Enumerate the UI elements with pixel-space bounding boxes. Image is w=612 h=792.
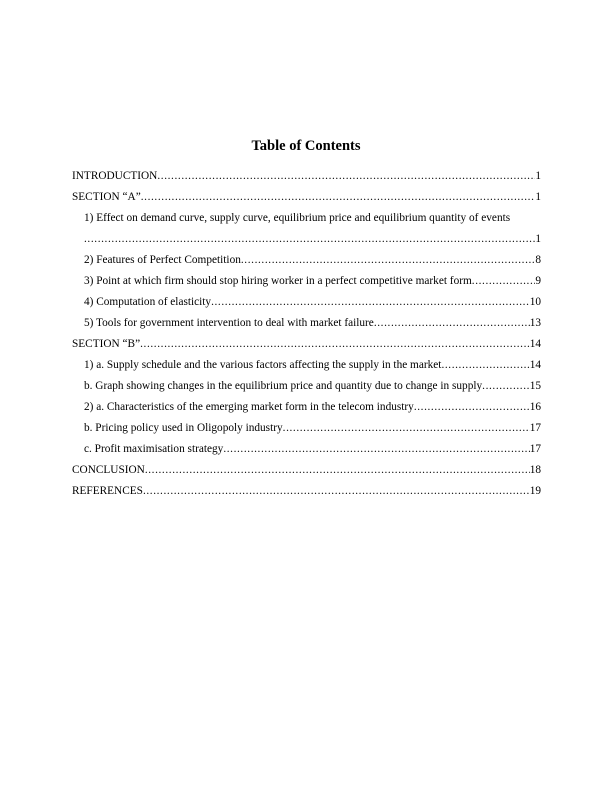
- toc-entry-section-a[interactable]: [72, 190, 541, 204]
- toc-entry-label: INTRODUCTION: [72, 170, 158, 182]
- toc-entry-page: 14: [529, 359, 541, 371]
- toc-entry-page: 10: [529, 296, 541, 308]
- toc-entry-equilibrium-graph[interactable]: [84, 379, 541, 393]
- toc-entry-label: CONCLUSION: [72, 464, 145, 476]
- toc-entry-stop-hiring[interactable]: [84, 274, 541, 288]
- dot-leader: [374, 316, 530, 330]
- dot-leader: [157, 169, 535, 183]
- dot-leader: [283, 421, 530, 435]
- toc-entry-label: REFERENCES: [72, 485, 143, 497]
- toc-entry-label: SECTION “A”: [72, 191, 141, 203]
- toc-entry-oligopoly-pricing[interactable]: [84, 421, 541, 435]
- toc-entry-page: 19: [529, 485, 541, 497]
- dot-leader: [441, 358, 529, 372]
- toc-entry-label: b. Pricing policy used in Oligopoly industry: [84, 422, 283, 434]
- toc-entry-page: 14: [529, 338, 541, 350]
- toc-entry-telecom-market[interactable]: [84, 400, 541, 414]
- toc-entry-page: 1: [535, 191, 541, 203]
- dot-leader: [143, 484, 530, 498]
- dot-leader: [472, 274, 536, 288]
- toc-entry-label: SECTION “B”: [72, 338, 141, 350]
- toc-entry-page: 17: [529, 443, 541, 455]
- toc-entry-elasticity[interactable]: [84, 295, 541, 309]
- toc-entry-page: 1: [535, 170, 541, 182]
- toc-entry-effect-on-demand-line1[interactable]: 1) Effect on demand curve, supply curve, equilibrium price and equilibrium quantity of events: [84, 212, 511, 224]
- toc-entry-label: 5) Tools for government intervention to deal with market failure: [84, 317, 374, 329]
- toc-entry-page: 18: [529, 464, 541, 476]
- toc-entry-perfect-competition[interactable]: [84, 253, 541, 267]
- dot-leader: [145, 463, 530, 477]
- toc-entry-references[interactable]: [72, 484, 541, 498]
- toc-entry-page: 9: [535, 275, 541, 287]
- toc-entry-label: b. Graph showing changes in the equilibrium price and quantity due to change in supply: [84, 380, 483, 392]
- toc-entry-label: 2) a. Characteristics of the emerging market form in the telecom industry: [84, 401, 414, 413]
- toc-entry-conclusion[interactable]: [72, 463, 541, 477]
- dot-leader: [482, 379, 530, 393]
- toc-entry-effect-on-demand-line2[interactable]: [84, 232, 541, 246]
- toc-entry-page: 17: [529, 422, 541, 434]
- dot-leader: [140, 337, 530, 351]
- toc-entry-label: 4) Computation of elasticity: [84, 296, 212, 308]
- toc-entry-profit-maximisation[interactable]: [84, 442, 541, 456]
- dot-leader: [414, 400, 530, 414]
- dot-leader: [141, 190, 536, 204]
- toc-title: Table of Contents: [251, 138, 361, 154]
- toc-entry-introduction[interactable]: [72, 169, 541, 183]
- toc-entry-label: 3) Point at which firm should stop hiring worker in a perfect competitive market form: [84, 275, 472, 287]
- toc-entry-government-tools[interactable]: [84, 316, 541, 330]
- dot-leader: [84, 232, 535, 246]
- toc-entry-page: 8: [535, 254, 541, 266]
- toc-entry-label: c. Profit maximisation strategy: [84, 443, 224, 455]
- toc-entry-page: 15: [529, 380, 541, 392]
- dot-leader: [241, 253, 535, 267]
- dot-leader: [211, 295, 530, 309]
- toc-entry-supply-schedule[interactable]: [84, 358, 541, 372]
- toc-entry-label: 1) a. Supply schedule and the various factors affecting the supply in the market: [84, 359, 442, 371]
- toc-entry-section-b[interactable]: [72, 337, 541, 351]
- toc-entry-label: 2) Features of Perfect Competition: [84, 254, 241, 266]
- toc-entry-page: 13: [529, 317, 541, 329]
- toc-entry-page: 16: [529, 401, 541, 413]
- toc-entry-page: 1: [535, 233, 541, 245]
- dot-leader: [223, 442, 529, 456]
